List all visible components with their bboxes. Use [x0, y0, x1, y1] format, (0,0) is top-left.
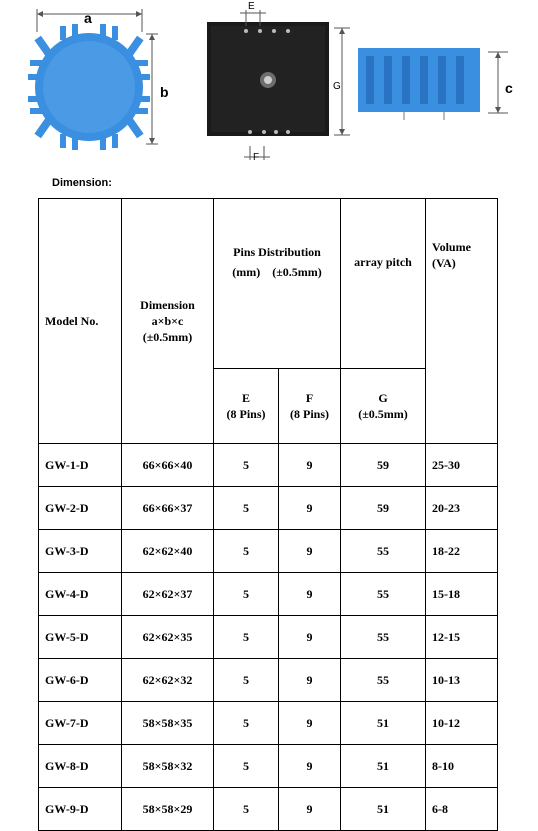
cell-dimension: 62×62×40	[122, 530, 214, 573]
header-volume: Volume (VA)	[426, 199, 498, 444]
top-view-figure	[28, 9, 169, 150]
table-row	[39, 573, 498, 616]
table-row	[39, 530, 498, 573]
cell-g: 51	[341, 788, 426, 831]
cell-volume: 10-13	[426, 659, 498, 702]
cell-model: GW-5-D	[39, 616, 122, 659]
cell-volume: 15-18	[426, 573, 498, 616]
header-f: F (8 Pins)	[279, 369, 341, 444]
cell-g: 51	[341, 745, 426, 788]
cell-volume: 12-15	[426, 616, 498, 659]
cell-dimension: 62×62×32	[122, 659, 214, 702]
cell-f: 9	[279, 745, 341, 788]
cell-dimension: 62×62×35	[122, 616, 214, 659]
header-dimension: Dimension a×b×c (±0.5mm)	[122, 199, 214, 444]
label-e: E	[248, 1, 255, 12]
cell-e: 5	[214, 487, 279, 530]
cell-model: GW-8-D	[39, 745, 122, 788]
table-row	[39, 444, 498, 487]
cell-volume: 8-10	[426, 745, 498, 788]
table-row	[39, 487, 498, 530]
label-a: a	[84, 10, 92, 26]
table-row	[39, 788, 498, 831]
header-model: Model No.	[39, 199, 122, 444]
side-view-figure	[358, 48, 513, 120]
cell-g: 55	[341, 573, 426, 616]
cell-g: 55	[341, 530, 426, 573]
cell-dimension: 62×62×37	[122, 573, 214, 616]
cell-dimension: 58×58×32	[122, 745, 214, 788]
cell-g: 51	[341, 702, 426, 745]
label-f: F	[253, 152, 260, 163]
cell-volume: 10-12	[426, 702, 498, 745]
cell-f: 9	[279, 616, 341, 659]
cell-dimension: 58×58×35	[122, 702, 214, 745]
cell-g: 55	[341, 659, 426, 702]
cell-f: 9	[279, 530, 341, 573]
cell-volume: 6-8	[426, 788, 498, 831]
cell-dimension: 66×66×40	[122, 444, 214, 487]
cell-f: 9	[279, 444, 341, 487]
cell-model: GW-3-D	[39, 530, 122, 573]
table-row	[39, 616, 498, 659]
cell-e: 5	[214, 702, 279, 745]
cell-model: GW-2-D	[39, 487, 122, 530]
label-g: G	[333, 81, 341, 92]
cell-e: 5	[214, 745, 279, 788]
cell-volume: 25-30	[426, 444, 498, 487]
header-array-pitch: array pitch	[341, 199, 426, 369]
cell-model: GW-4-D	[39, 573, 122, 616]
header-pins-distribution: Pins Distribution (mm) (±0.5mm)	[214, 199, 341, 369]
cell-dimension: 58×58×29	[122, 788, 214, 831]
table-row	[39, 745, 498, 788]
label-b: b	[160, 84, 169, 100]
cell-e: 5	[214, 444, 279, 487]
cell-f: 9	[279, 702, 341, 745]
table-row	[39, 702, 498, 745]
cell-model: GW-7-D	[39, 702, 122, 745]
cell-e: 5	[214, 616, 279, 659]
cell-f: 9	[279, 487, 341, 530]
label-c: c	[505, 80, 513, 96]
header-g: G (±0.5mm)	[341, 369, 426, 444]
cell-g: 59	[341, 487, 426, 530]
cell-model: GW-9-D	[39, 788, 122, 831]
cell-e: 5	[214, 573, 279, 616]
cell-f: 9	[279, 788, 341, 831]
cell-volume: 20-23	[426, 487, 498, 530]
cell-g: 55	[341, 616, 426, 659]
bottom-view-figure	[207, 1, 350, 163]
cell-e: 5	[214, 788, 279, 831]
cell-e: 5	[214, 659, 279, 702]
cell-model: GW-1-D	[39, 444, 122, 487]
cell-volume: 18-22	[426, 530, 498, 573]
header-e: E (8 Pins)	[214, 369, 279, 444]
cell-f: 9	[279, 659, 341, 702]
cell-g: 59	[341, 444, 426, 487]
table-row	[39, 659, 498, 702]
cell-model: GW-6-D	[39, 659, 122, 702]
section-title: Dimension:	[52, 177, 112, 189]
cell-e: 5	[214, 530, 279, 573]
cell-dimension: 66×66×37	[122, 487, 214, 530]
dimension-table	[38, 198, 498, 831]
cell-f: 9	[279, 573, 341, 616]
dimension-figures	[0, 0, 538, 170]
